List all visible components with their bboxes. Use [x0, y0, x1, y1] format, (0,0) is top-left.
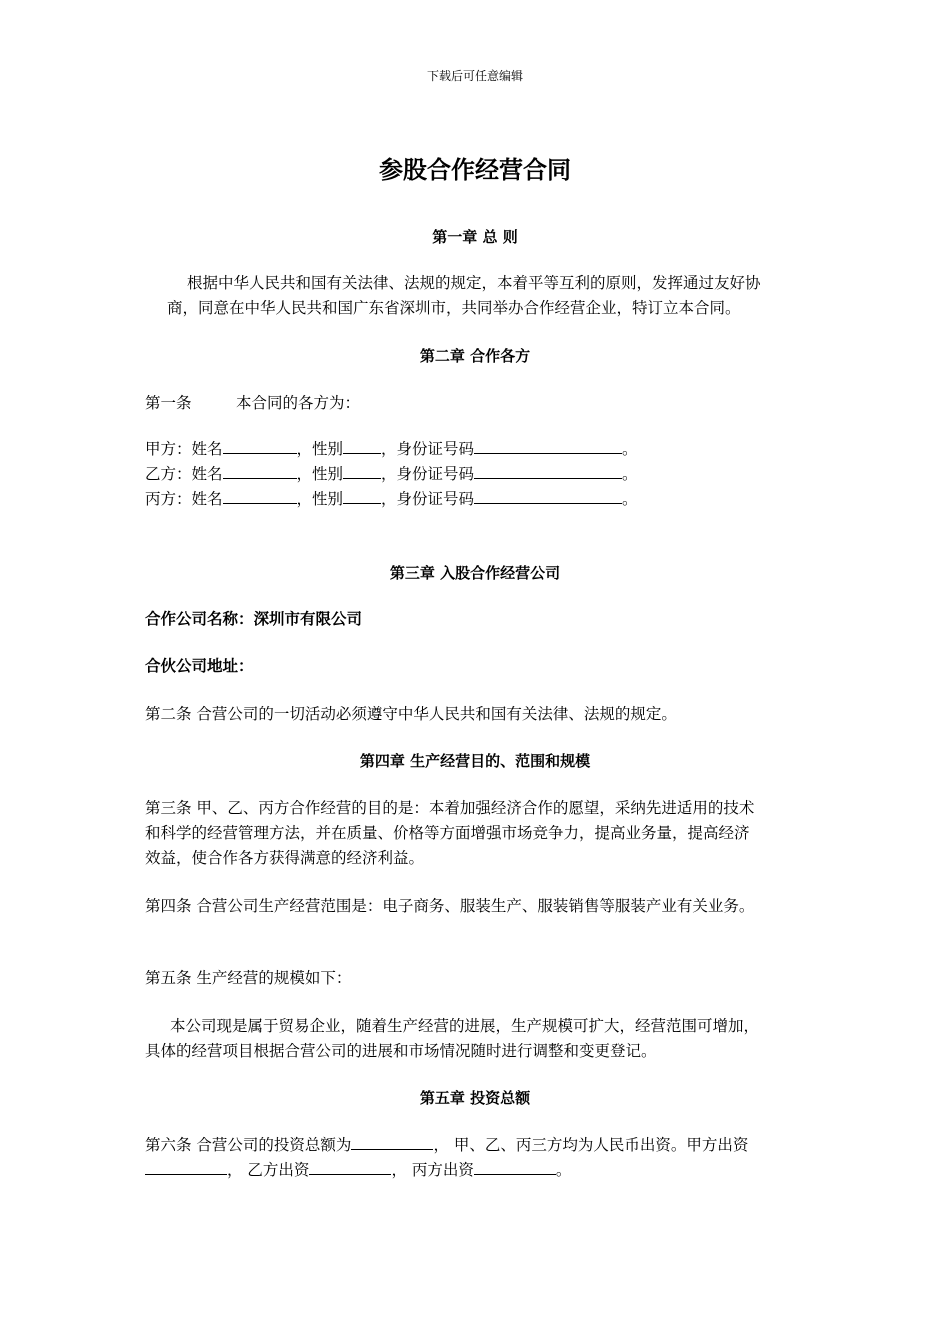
article-6-text: ， 乙方出资 — [227, 1161, 310, 1179]
article-6-line-1 — [145, 1132, 748, 1158]
chapter-1-paragraph-line-1: 根据中华人民共和国有关法律、法规的规定，本着平等互利的原则，发挥通过友好协 — [187, 274, 761, 292]
party-row — [145, 461, 638, 487]
name-blank — [223, 487, 297, 504]
article-2: 第二条 合营公司的一切活动必须遵守中华人民共和国有关法律、法规的规定。 — [145, 705, 677, 723]
party-label: 乙方：姓名 — [145, 465, 223, 483]
article-4: 第四条 合营公司生产经营范围是：电子商务、服装生产、服装销售等服装产业有关业务。 — [145, 897, 755, 915]
gender-blank — [343, 437, 381, 454]
party-row — [145, 486, 638, 512]
document-title: 参股合作经营合同 — [379, 155, 571, 184]
party-row — [145, 436, 638, 462]
article-6-line-2 — [145, 1157, 571, 1183]
chapter-4-heading: 第四章 生产经营目的、范围和规模 — [359, 752, 591, 770]
gender-blank — [343, 462, 381, 479]
party-label: 甲方：姓名 — [145, 440, 223, 458]
chapter-5-heading: 第五章 投资总额 — [419, 1089, 531, 1107]
name-blank — [223, 437, 297, 454]
period: 。 — [622, 490, 638, 508]
article-6-text: 第六条 合营公司的投资总额为 — [145, 1136, 352, 1154]
name-blank — [223, 462, 297, 479]
article-3-line-1: 第三条 甲、乙、丙方合作经营的目的是：本着加强经济合作的愿望，采纳先进适用的技术 — [145, 799, 755, 817]
article-1-label: 第一条 — [145, 394, 192, 412]
party-label: 丙方：姓名 — [145, 490, 223, 508]
total-investment-blank — [351, 1133, 433, 1150]
gender-label: ，性别 — [296, 440, 344, 458]
party-a-investment-blank — [145, 1158, 227, 1175]
party-b-investment-blank — [309, 1158, 391, 1175]
article-5: 第五条 生产经营的规模如下： — [145, 969, 352, 987]
id-label: ，身份证号码 — [381, 440, 475, 458]
party-c-investment-blank — [474, 1158, 556, 1175]
article-1-text: 本合同的各方为： — [236, 394, 361, 412]
article-6-text: ， 甲、乙、丙三方均为人民币出资。甲方出资 — [433, 1136, 749, 1154]
chapter-3-heading: 第三章 入股合作经营公司 — [389, 564, 561, 582]
gender-label: ，性别 — [296, 490, 344, 508]
chapter-1-paragraph-line-2: 商，同意在中华人民共和国广东省深圳市，共同举办合作经营企业，特订立本合同。 — [167, 299, 741, 317]
article-6-text: ， 丙方出资 — [391, 1161, 474, 1179]
article-3-line-2: 和科学的经营管理方法，并在质量、价格等方面增强市场竞争力，提高业务量，提高经济 — [145, 824, 750, 842]
chapter-2-heading: 第二章 合作各方 — [419, 347, 531, 365]
chapter-1-heading: 第一章 总 则 — [432, 228, 518, 246]
company-name: 合作公司名称：深圳市有限公司 — [145, 609, 363, 628]
period: 。 — [622, 465, 638, 483]
article-6-text: 。 — [555, 1161, 572, 1179]
id-label: ，身份证号码 — [381, 465, 475, 483]
id-blank — [474, 462, 622, 479]
page-header-note: 下载后可任意编辑 — [426, 69, 523, 83]
period: 。 — [622, 440, 638, 458]
id-blank — [474, 487, 622, 504]
article-3-line-3: 效益，使合作各方获得满意的经济利益。 — [145, 849, 425, 867]
gender-blank — [343, 487, 381, 504]
id-blank — [474, 437, 622, 454]
company-address: 合伙公司地址： — [145, 656, 254, 675]
scale-line-1: 本公司现是属于贸易企业，随着生产经营的进展，生产规模可扩大，经营范围可增加， — [170, 1017, 760, 1035]
id-label: ，身份证号码 — [381, 490, 475, 508]
scale-line-2: 具体的经营项目根据合营公司的进展和市场情况随时进行调整和变更登记。 — [145, 1042, 657, 1060]
gender-label: ，性别 — [296, 465, 344, 483]
